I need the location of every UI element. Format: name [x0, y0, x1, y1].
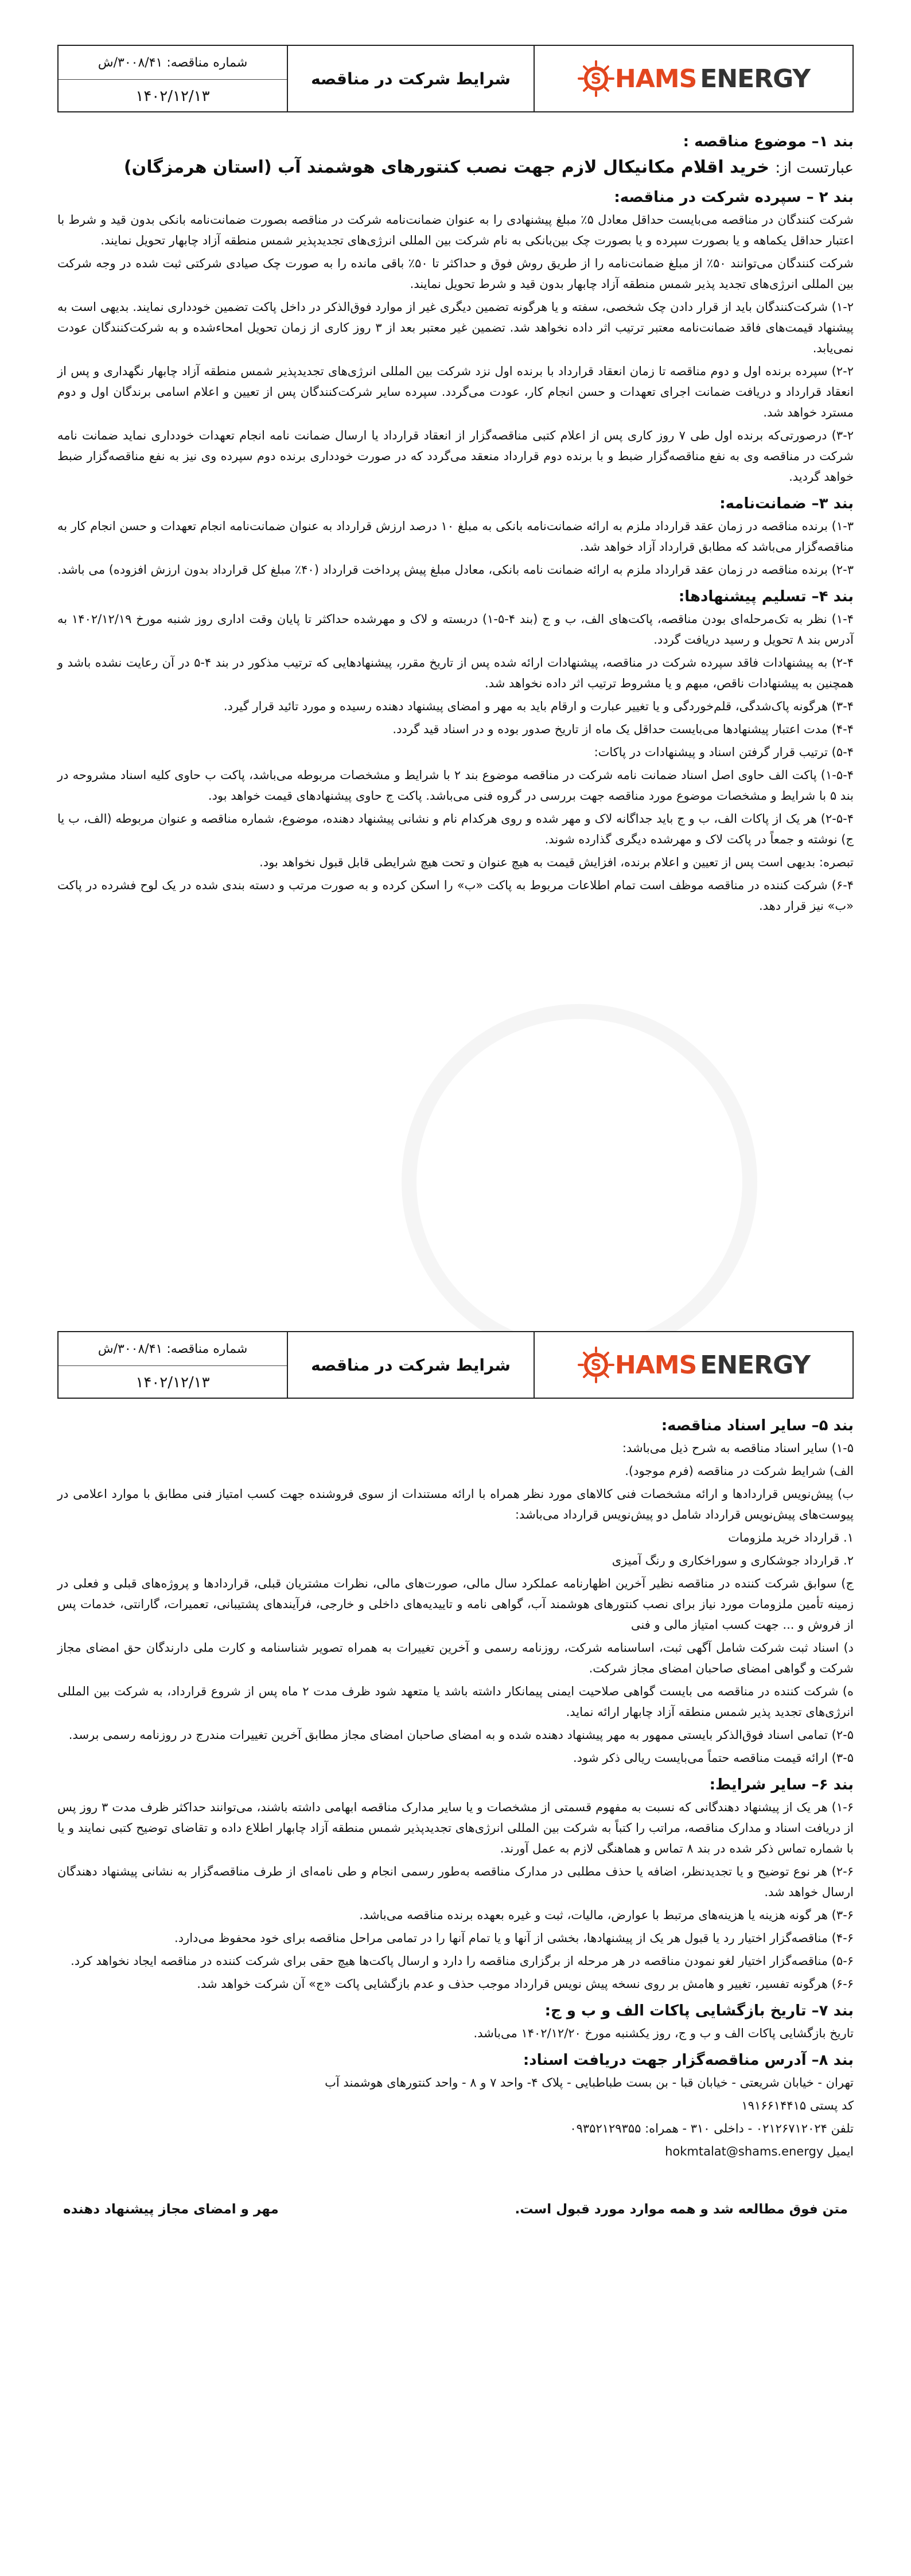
logo-energy: ENERGY	[700, 64, 811, 94]
shams-energy-logo	[577, 1346, 810, 1384]
logo-wordmark	[615, 1351, 810, 1380]
document-title: شرایط شرکت در مناقصه	[288, 46, 535, 111]
section-8-title: بند ۸– آدرس مناقصه‌گزار جهت دریافت اسناد:	[523, 2052, 854, 2069]
page-header	[57, 45, 854, 112]
address-line: تهران - خیابان شریعتی - خیابان قبا - بن بست طباطبایی - پلاک ۴- واحد ۷ و ۸ - واحد کنتورهای هوشمند آب	[325, 2076, 854, 2089]
section-5-title: بند ۵– سایر اسناد مناقصه:	[661, 1417, 854, 1434]
email-line	[57, 2141, 854, 2162]
document-page-2	[57, 1331, 854, 2547]
section-6-paragraph: ۴-۶) مناقصه‌گزار اختیار رد یا قبول هر یک از پیشنهادها، بخشی از آنها و یا تمام آنها را در تمامی مراحل مناقصه برای خود محفوظ می‌دارد.	[174, 1931, 854, 1945]
page-2-body	[57, 1409, 854, 2217]
signature-label: مهر و امضای مجاز پیشنهاد دهنده	[63, 2202, 279, 2217]
section-4-paragraph: ۳-۴) هرگونه پاک‌شدگی، قلم‌خوردگی و یا تغییر عبارت و ارقام باید به مهر و امضای پیشنهاد دهنده رسیده و مورد تائید قرار گیرد.	[223, 699, 854, 713]
section-7-paragraph: تاریخ بازگشایی پاکات الف و ب و ج، روز یکشنبه مورخ ۱۴۰۲/۱۲/۲۰ می‌باشد.	[473, 2026, 854, 2040]
postal-code: کد پستی ۱۹۱۶۶۱۴۴۱۵	[741, 2099, 854, 2112]
page-1-body	[57, 125, 854, 919]
tender-date: ۱۴۰۲/۱۲/۱۳	[135, 88, 210, 105]
logo-cell	[535, 46, 852, 111]
document-page-1	[57, 45, 854, 1251]
tender-number: شماره مناقصه: ۳۰۰۸/۴۱/ش	[59, 46, 287, 80]
tender-meta-cell	[59, 1332, 288, 1398]
section-6-paragraph: ۵-۶) مناقصه‌گزار اختیار لغو نمودن مناقصه در هر مرحله از برگزاری مناقصه را دارد و ارسال پاکت‌ها هیچ حقی برای شرکت کننده در مناقصه ایجاد نخواهد کرد.	[71, 1954, 854, 1968]
section-1-title: بند ۱– موضوع مناقصه :	[683, 133, 854, 150]
logo-energy: ENERGY	[700, 1350, 811, 1380]
section-4-paragraph: ۶-۴) شرکت کننده در مناقصه موظف است تمام اطلاعات مربوط به پاکت «ب» را اسکن کرده و به صورت مرتب و دسته بندی شده در یک لوح فشرده در پاکت «ب» نیز قرار دهد.	[57, 878, 854, 913]
section-3-paragraph: ۲-۳) برنده مناقصه در زمان عقد قرارداد ملزم به ارائه ضمانت نامه بانکی، معادل مبلغ پیش پرداخت قرارداد (۴۰٪ مبلغ کل قرارداد بدون ارزش افزوده) می باشد.	[57, 563, 854, 577]
subject-lead: عبارتست از:	[775, 159, 854, 177]
section-6-paragraph: ۶-۶) هرگونه تفسیر، تغییر و هامش بر روی نسخه پیش نویس قرارداد موجب حذف و عدم بازگشایی پاکت «ج» آن شرکت خواهد شد.	[197, 1977, 854, 1991]
section-3-title: بند ۳– ضمانت‌نامه:	[719, 495, 854, 512]
logo-s-letter: S	[590, 71, 602, 88]
section-5-paragraph: ۱-۵) سایر اسناد مناقصه به شرح ذیل می‌باشد:	[622, 1441, 854, 1455]
tender-number: شماره مناقصه: ۳۰۰۸/۴۱/ش	[59, 1332, 287, 1366]
section-5-paragraph: ۳-۵) ارائه قیمت مناقصه حتماً می‌بایست ریالی ذکر شود.	[573, 1751, 854, 1765]
phone-line: تلفن ۰۲۱۲۶۷۱۲۰۲۴ - داخلی ۳۱۰ - همراه: ۰۹۳۵۲۱۲۹۳۵۵	[570, 2122, 854, 2135]
logo-s-letter: S	[590, 1357, 602, 1374]
acceptance-statement: متن فوق مطالعه شد و همه موارد مورد قبول است.	[515, 2202, 848, 2217]
section-6-paragraph: ۳-۶) هر گونه هزینه یا هزینه‌های مرتبط با عوارض، مالیات، ثبت و غیره بعهده برنده مناقصه می‌باشد.	[359, 1908, 854, 1922]
sun-logo-icon	[577, 60, 615, 98]
section-5-list-item: ۱. قرارداد خرید ملزومات	[728, 1531, 854, 1544]
email-address[interactable]: hokmtalat@shams.energy	[665, 2145, 824, 2158]
tender-meta-cell	[59, 46, 288, 111]
section-4-paragraph: ۲-۵-۴) هر یک از پاکات الف، ب و ج باید جداگانه لاک و مهر شده و روی هرکدام نام و نشانی پیشنهاد دهنده، موضوع، شماره مناقصه و عنوان مربوطه (الف، ب یا ج) نوشته و جمعاً در پاکت لاک و مهرشده دیگری گذارده شوند.	[57, 812, 854, 846]
logo-cell	[535, 1332, 852, 1398]
email-label: ایمیل	[827, 2145, 854, 2158]
section-4-paragraph: ۱-۴) نظر به تک‌مرحله‌ای بودن مناقصه، پاکت‌های الف، ب و ج (بند ۴-۵-۱) دربسته و لاک و مهرشده حداکثر تا پایان وقت اداری روز شنبه مورخ ۱۴۰۲/۱۲/۱۹ به آدرس بند ۸ تحویل و رسید دریافت گردد.	[57, 612, 854, 647]
section-2-paragraph: ۲-۲) سپرده برنده اول و دوم مناقصه تا زمان انعقاد قرارداد با برنده اول نزد شرکت بین المللی انرژی‌های تجدیدپذیر شمس منطقه آزاد چابهار نگهداری و پس از انعقاد قرارداد و دریافت ضمانت اجرای تعهدات و حسن انجام کار، عودت می‌گردد. سپرده سایر شرکت‌کنندگان پس از تعیین و اعلام اسامی برندگان اول و دوم مسترد خواهد شد.	[57, 364, 854, 419]
section-4-paragraph: ۴-۴) مدت اعتبار پیشنهادها می‌بایست حداقل یک ماه از تاریخ صدور بوده و در اسناد قید گردد.	[392, 722, 854, 736]
section-2-title: بند ۲ – سپرده شرکت در مناقصه:	[614, 189, 854, 206]
section-5-list-item: ۲. قرارداد جوشکاری و سوراخکاری و رنگ آمیزی	[612, 1554, 854, 1567]
section-5-paragraph: ۲-۵) تمامی اسناد فوق‌الذکر بایستی ممهور به مهر پیشنهاد دهنده شده و به امضای صاحبان امضای مجاز مطابق آخرین تغییرات مندرج در روزنامه رسمی برسد.	[68, 1728, 854, 1742]
section-4-title: بند ۴– تسلیم پیشنهادها:	[678, 588, 854, 605]
section-4-note: تبصره: بدیهی است پس از تعیین و اعلام برنده، افزایش قیمت به هیچ عنوان و تحت هیچ شرایطی قابل قبول نخواهد بود.	[259, 855, 854, 869]
section-5-paragraph: ب) پیش‌نویس قراردادها و ارائه مشخصات فنی کالاهای مورد نظر همراه با ارائه مستندات از سوی فروشنده جهت کسب امتیاز فنی مطابق با موارد اعلامی در پیوست‌های پیش‌نویس قرارداد شامل دو پیش‌نویس قرارداد می‌باشد:	[57, 1487, 854, 1522]
subject-text: خرید اقلام مکانیکال لازم جهت نصب کنتورهای هوشمند آب (استان هرمزگان)	[123, 157, 769, 177]
section-4-paragraph: ۱-۵-۴) پاکت الف حاوی اصل اسناد ضمانت نامه شرکت در مناقصه موضوع بند ۲ با شرایط و مشخصات مربوطه می‌باشد، پاکت ب حاوی کلیه اسناد مشروحه در بند ۵ با شرایط و مشخصات موضوع مورد مناقصه جهت بررسی در گروه فنی می‌باشد. پاکت ج حاوی پیشنهادهای قیمت خواهد بود.	[57, 768, 854, 803]
section-2-paragraph: شرکت کنندگان در مناقصه می‌بایست حداقل معادل ۵٪ مبلغ پیشنهادی را به عنوان ضمانت‌نامه شرکت در مناقصه بصورت ضمانت‌نامه بانکی بدون قید و شرط با اعتبار حداقل یکماهه و یا بصورت سپرده و یا بصورت چک بین‌بانکی به نام شرکت بین المللی انرژی‌های تجدیدپذیر شمس منطقه آزاد چابهار تحویل نمایند.	[57, 213, 854, 247]
tender-date: ۱۴۰۲/۱۲/۱۳	[135, 1374, 210, 1391]
logo-wordmark	[615, 64, 810, 94]
section-6-paragraph: ۱-۶) هر یک از پیشنهاد دهندگانی که نسبت به مفهوم قسمتی از مشخصات و یا سایر مدارک مناقصه ابهامی داشته باشند، می‌توانند حداکثر ظرف مدت ۳ روز پس از دریافت اسناد و مدارک مناقصه، مراتب را کتباً به شرکت بین المللی انرژی‌های تجدیدپذیر شمس منطقه آزاد چابهار اطلاع داده و تقاضای توضیح کتبی نمایند و یا با شماره تماس ذکر شده در بند ۸ تماس و هماهنگی لازم به عمل آورند.	[57, 1800, 854, 1855]
section-7-title: بند ۷– تاریخ بازگشایی پاکات الف و ب و ج:	[544, 2002, 854, 2019]
section-4-paragraph: ۲-۴) به پیشنهادات فاقد سپرده شرکت در مناقصه، پیشنهادات ارائه شده پس از تاریخ مقرر، پیشنهادهایی که ترتیب مذکور در بند ۴-۵ در آن رعایت نشده باشد و همچنین به پیشنهادات ناقص، مبهم و یا مشروط ترتیب اثر داده نخواهد شد.	[57, 656, 854, 690]
section-5-paragraph: ه) شرکت کننده در مناقصه می بایست گواهی صلاحیت ایمنی پیمانکار داشته باشد یا متعهد شود ظرف مدت ۲ ماه پس از شروع قرارداد، به شرکت بین المللی انرژی‌های تجدید پذیر شمس منطقه آزاد چابهار ارائه نماید.	[57, 1684, 854, 1719]
document-title: شرایط شرکت در مناقصه	[288, 1332, 535, 1398]
page-header	[57, 1331, 854, 1399]
section-3-paragraph: ۱-۳) برنده مناقصه در زمان عقد قرارداد ملزم به ارائه ضمانت‌نامه بانکی به مبلغ ۱۰ درصد ارزش قرارداد به عنوان ضمانت‌نامه انجام تعهدات و حسن انجام کار به مناقصه‌گزار می‌باشد که مطابق قرارداد آزاد خواهد شد.	[57, 519, 854, 554]
logo-hams: HAMS	[614, 64, 697, 94]
logo-hams: HAMS	[614, 1350, 697, 1380]
section-4-paragraph: ۵-۴) ترتیب قرار گرفتن اسناد و پیشنهادات در پاکات:	[594, 745, 854, 759]
tender-subject	[57, 155, 854, 181]
section-2-paragraph: ۳-۲) درصورتی‌که برنده اول طی ۷ روز کاری پس از اعلام کتبی مناقصه‌گزار از انعقاد قرارداد یا ارسال ضمانت نامه انجام تعهدات خودداری نماید ضمانت نامه شرکت در مناقصه وی به نفع مناقصه‌گزار ضبط و با برنده دوم قرارداد منعقد می‌گردد که در صورت خودداری برنده دوم سپرده وی نیز به نفع مناقصه‌گزار ضبط خواهد گردید.	[57, 429, 854, 484]
section-2-paragraph: ۱-۲) شرکت‌کنندگان باید از قرار دادن چک شخصی، سفته و یا هرگونه تضمین دیگری غیر از موارد فوق‌الذکر در داخل پاکت تضمین خودداری نمایند. بدیهی است به پیشنهاد قیمت‌های فاقد ضمانت‌نامه معتبر ترتیب اثر داده نخواهد شد. تضمین غیر معتبر بعد از ۳ روز کاری از زمان تحویل امحاءشده و به شرکت‌کنندگان عودت نمی‌یابد.	[57, 300, 854, 355]
section-5-paragraph: د) اسناد ثبت شرکت شامل آگهی ثبت، اساسنامه شرکت، روزنامه رسمی و آخرین تغییرات به همراه تصویر شناسنامه و کارت ملی دارندگان حق امضای مجاز شرکت و گواهی امضای صاحبان امضای مجاز شرکت.	[57, 1641, 854, 1675]
sun-logo-icon	[577, 1346, 615, 1384]
section-5-paragraph: ج) سوابق شرکت کننده در مناقصه نظیر آخرین اظهارنامه عملکرد سال مالی، صورت‌های مالی، نظرات مشتریان قبلی، قراردادها و پروژه‌های قبلی و فعلی در زمینه تأمین ملزومات مورد نیاز برای نصب کنتورهای هوشمند آب، گواهی نامه و تاییدیه‌های داخلی و خارجی، فرآیندهای پشتیبانی، تعمیرات، گارانتی، خدمات پس از فروش و ... جهت کسب امتیاز مالی و فنی	[57, 1577, 854, 1632]
shams-energy-logo	[577, 60, 810, 98]
signature-row	[57, 2202, 854, 2217]
section-5-paragraph: الف) شرایط شرکت در مناقصه (فرم موجود).	[625, 1464, 854, 1478]
section-2-paragraph: شرکت کنندگان می‌توانند ۵۰٪ از مبلغ ضمانت‌نامه را از طریق روش فوق و حداکثر تا ۵۰٪ باقی مانده را به صورت چک صیادی شرکتی ثبت شده در وجه شرکت بین المللی انرژی‌های تجدید پذیر شمس منطقه آزاد چابهار بدون قید و شرط تحویل نمایند.	[57, 256, 854, 291]
section-6-title: بند ۶– سایر شرایط:	[709, 1776, 854, 1793]
section-6-paragraph: ۲-۶) هر نوع توضیح و یا تجدیدنظر، اضافه یا حذف مطلبی در مدارک مناقصه به‌طور رسمی انجام و طی نامه‌ای از طرف مناقصه‌گزار به نشانی پیشنهاد دهندگان ارسال خواهد شد.	[57, 1865, 854, 1899]
